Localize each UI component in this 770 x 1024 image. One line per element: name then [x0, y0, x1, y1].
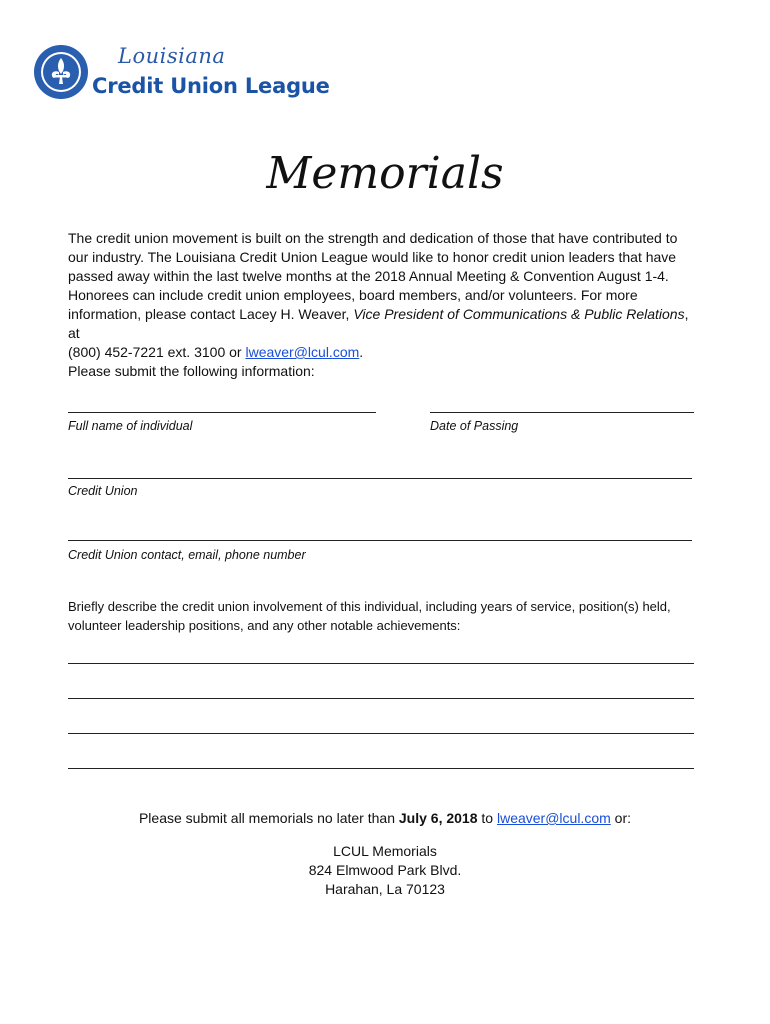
deadline-date: July 6, 2018: [398, 810, 478, 826]
page-title: Memorials: [266, 148, 504, 199]
contact-email-link[interactable]: lweaver@lcul.com: [245, 344, 360, 360]
deadline-email-link[interactable]: lweaver@lcul.com: [496, 810, 611, 826]
date-of-passing-field[interactable]: [430, 412, 694, 413]
description-line-field[interactable]: [68, 698, 694, 699]
intro-line: our industry. The Louisiana Credit Union League would like to honor credit union leaders that have: [68, 249, 677, 265]
full-name-field[interactable]: [68, 412, 376, 413]
description-line: Briefly describe the credit union involvement of this individual, including years of service, position(s) held,: [68, 599, 671, 614]
intro-line: information, please contact Lacey H. Weaver, Vice President of Communications & Public Relations, at: [68, 306, 689, 341]
description-line-field[interactable]: [68, 663, 694, 664]
league-seal-logo: [33, 44, 89, 100]
full-name-label: Full name of individual: [68, 419, 193, 433]
description-line: volunteer leadership positions, and any other notable achievements:: [68, 617, 461, 633]
intro-line: Honorees can include credit union employees, board members, and/or volunteers. For more: [68, 287, 638, 303]
description-line-field[interactable]: [68, 768, 694, 769]
intro-paragraph: [68, 229, 700, 362]
submit-prompt: Please submit the following information:: [68, 363, 315, 379]
intro-line: The credit union movement is built on the strength and dedication of those that have contributed to: [68, 230, 678, 246]
contact-label: Credit Union contact, email, phone number: [68, 548, 306, 562]
address-name: LCUL Memorials: [333, 843, 437, 859]
address-city: Harahan, La 70123: [325, 881, 445, 897]
date-of-passing-label: Date of Passing: [430, 419, 519, 433]
address-street: 824 Elmwood Park Blvd.: [308, 862, 462, 878]
logo-credit-union-league: Credit Union League: [92, 74, 330, 98]
deadline-statement: Please submit all memorials no later than July 6, 2018 to lweaver@lcul.com or:: [138, 810, 632, 826]
contact-title: Vice President of Communications & Public Relations: [353, 306, 685, 322]
mailing-address: [0, 842, 770, 899]
logo-louisiana-script: Louisiana: [118, 44, 226, 68]
contact-field[interactable]: [68, 540, 692, 541]
credit-union-label: Credit Union: [68, 484, 138, 498]
intro-line: (800) 452-7221 ext. 3100 or lweaver@lcul.com.: [68, 344, 364, 360]
intro-line: passed away within the last twelve months at the 2018 Annual Meeting & Convention August 1-4.: [68, 268, 669, 284]
credit-union-field[interactable]: [68, 478, 692, 479]
description-line-field[interactable]: [68, 733, 694, 734]
description-prompt: [68, 598, 700, 635]
